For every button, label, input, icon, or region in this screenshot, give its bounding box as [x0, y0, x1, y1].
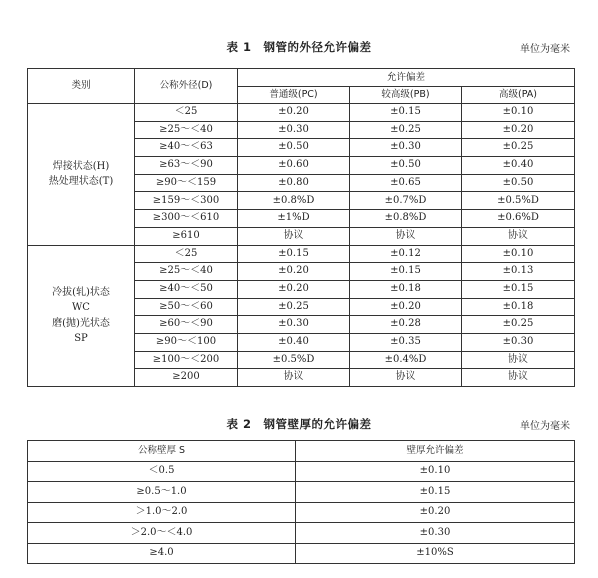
- nominal-cell: ≥300～＜610: [135, 210, 238, 228]
- table2-body: [28, 461, 575, 564]
- table-row: [28, 523, 575, 544]
- thickness-tolerance-cell: ±0.15: [296, 482, 575, 503]
- header-thickness-tolerance: 壁厚允许偏差: [296, 441, 575, 462]
- pa-cell: ±0.25: [462, 316, 575, 334]
- nominal-cell: ≥40～＜63: [135, 139, 238, 157]
- table2-title: 表 2 钢管壁厚的允许偏差: [226, 417, 372, 431]
- pb-cell: ±0.50: [350, 157, 462, 175]
- pb-cell: ±0.35: [350, 333, 462, 351]
- nominal-cell: ＜25: [135, 104, 238, 122]
- category-line: WC: [72, 302, 90, 314]
- thickness-cell: ≥0.5～1.0: [28, 482, 296, 503]
- table-row: [28, 461, 575, 482]
- pb-cell: ±0.20: [350, 298, 462, 316]
- pa-cell: ±0.6%D: [462, 210, 575, 228]
- pb-cell: ±0.25: [350, 121, 462, 139]
- header-grade-pa: 高级(PA): [462, 87, 575, 104]
- header-nominal-thickness: 公称壁厚 S: [28, 441, 296, 462]
- pb-cell: ±0.12: [350, 245, 462, 263]
- pa-cell: ±0.10: [462, 245, 575, 263]
- thickness-cell: ＞2.0～＜4.0: [28, 523, 296, 544]
- pa-cell: 协议: [462, 351, 575, 369]
- wall-thickness-tolerance-table: [27, 440, 575, 564]
- header-nominal-diameter: 公称外径(D): [135, 69, 238, 104]
- pb-cell: ±0.65: [350, 174, 462, 192]
- nominal-cell: ≥100～＜200: [135, 351, 238, 369]
- thickness-tolerance-cell: ±0.10: [296, 461, 575, 482]
- table-row: [28, 543, 575, 564]
- pc-cell: 协议: [238, 227, 350, 245]
- header-tolerance: 允许偏差: [238, 69, 575, 87]
- pa-cell: ±0.30: [462, 333, 575, 351]
- table1-title: 表 1 钢管的外径允许偏差: [226, 40, 372, 54]
- nominal-cell: ＜25: [135, 245, 238, 263]
- category-line: SP: [74, 333, 88, 345]
- pa-cell: ±0.40: [462, 157, 575, 175]
- pb-cell: 协议: [350, 369, 462, 387]
- pa-cell: ±0.18: [462, 298, 575, 316]
- pa-cell: 协议: [462, 227, 575, 245]
- thickness-cell: ＞1.0～2.0: [28, 502, 296, 523]
- pa-cell: ±0.13: [462, 263, 575, 281]
- category-cell: [28, 104, 135, 246]
- table-row: [28, 482, 575, 503]
- thickness-cell: ≥4.0: [28, 543, 296, 564]
- category-line: 热处理状态(T): [48, 176, 114, 188]
- outer-diameter-tolerance-table: [27, 68, 575, 387]
- nominal-cell: ≥50～＜60: [135, 298, 238, 316]
- pa-cell: ±0.50: [462, 174, 575, 192]
- pb-cell: ±0.15: [350, 104, 462, 122]
- category-line: 冷拔(轧)状态: [52, 286, 110, 298]
- nominal-cell: ≥90～＜100: [135, 333, 238, 351]
- pc-cell: ±0.20: [238, 280, 350, 298]
- pc-cell: ±0.8%D: [238, 192, 350, 210]
- table2-title-row: [0, 416, 598, 436]
- pc-cell: ±1%D: [238, 210, 350, 228]
- thickness-tolerance-cell: ±0.20: [296, 502, 575, 523]
- pc-cell: ±0.30: [238, 121, 350, 139]
- table1-title-row: [0, 39, 598, 59]
- nominal-cell: ≥159～＜300: [135, 192, 238, 210]
- nominal-cell: ≥63～＜90: [135, 157, 238, 175]
- pb-cell: ±0.18: [350, 280, 462, 298]
- pc-cell: ±0.80: [238, 174, 350, 192]
- pc-cell: ±0.50: [238, 139, 350, 157]
- pb-cell: ±0.8%D: [350, 210, 462, 228]
- header-grade-pc: 普通级(PC): [238, 87, 350, 104]
- pc-cell: ±0.20: [238, 104, 350, 122]
- table1-body: [28, 104, 575, 387]
- pa-cell: ±0.25: [462, 139, 575, 157]
- pa-cell: ±0.5%D: [462, 192, 575, 210]
- nominal-cell: ≥60～＜90: [135, 316, 238, 334]
- category-line: 磨(抛)光状态: [52, 317, 110, 329]
- pb-cell: ±0.15: [350, 263, 462, 281]
- header-grade-pb: 较高级(PB): [350, 87, 462, 104]
- pc-cell: ±0.60: [238, 157, 350, 175]
- pc-cell: ±0.5%D: [238, 351, 350, 369]
- nominal-cell: ≥25～＜40: [135, 263, 238, 281]
- table1-unit: 单位为毫米: [520, 44, 570, 55]
- table2-unit: 单位为毫米: [520, 421, 570, 432]
- pc-cell: ±0.15: [238, 245, 350, 263]
- category-cell: [28, 245, 135, 387]
- thickness-cell: ＜0.5: [28, 461, 296, 482]
- nominal-cell: ≥610: [135, 227, 238, 245]
- pa-cell: ±0.20: [462, 121, 575, 139]
- table-row: [28, 245, 575, 263]
- nominal-cell: ≥200: [135, 369, 238, 387]
- category-line: 焊接状态(H): [52, 160, 110, 172]
- pa-cell: ±0.15: [462, 280, 575, 298]
- table-row: [28, 104, 575, 122]
- nominal-cell: ≥25～＜40: [135, 121, 238, 139]
- pc-cell: 协议: [238, 369, 350, 387]
- pc-cell: ±0.20: [238, 263, 350, 281]
- table-row: [28, 502, 575, 523]
- pb-cell: ±0.28: [350, 316, 462, 334]
- nominal-cell: ≥40～＜50: [135, 280, 238, 298]
- pc-cell: ±0.30: [238, 316, 350, 334]
- header-category: 类别: [28, 69, 135, 104]
- pa-cell: ±0.10: [462, 104, 575, 122]
- pb-cell: ±0.30: [350, 139, 462, 157]
- pb-cell: ±0.4%D: [350, 351, 462, 369]
- pc-cell: ±0.25: [238, 298, 350, 316]
- thickness-tolerance-cell: ±10%S: [296, 543, 575, 564]
- thickness-tolerance-cell: ±0.30: [296, 523, 575, 544]
- nominal-cell: ≥90～＜159: [135, 174, 238, 192]
- pc-cell: ±0.40: [238, 333, 350, 351]
- pa-cell: 协议: [462, 369, 575, 387]
- pb-cell: ±0.7%D: [350, 192, 462, 210]
- pb-cell: 协议: [350, 227, 462, 245]
